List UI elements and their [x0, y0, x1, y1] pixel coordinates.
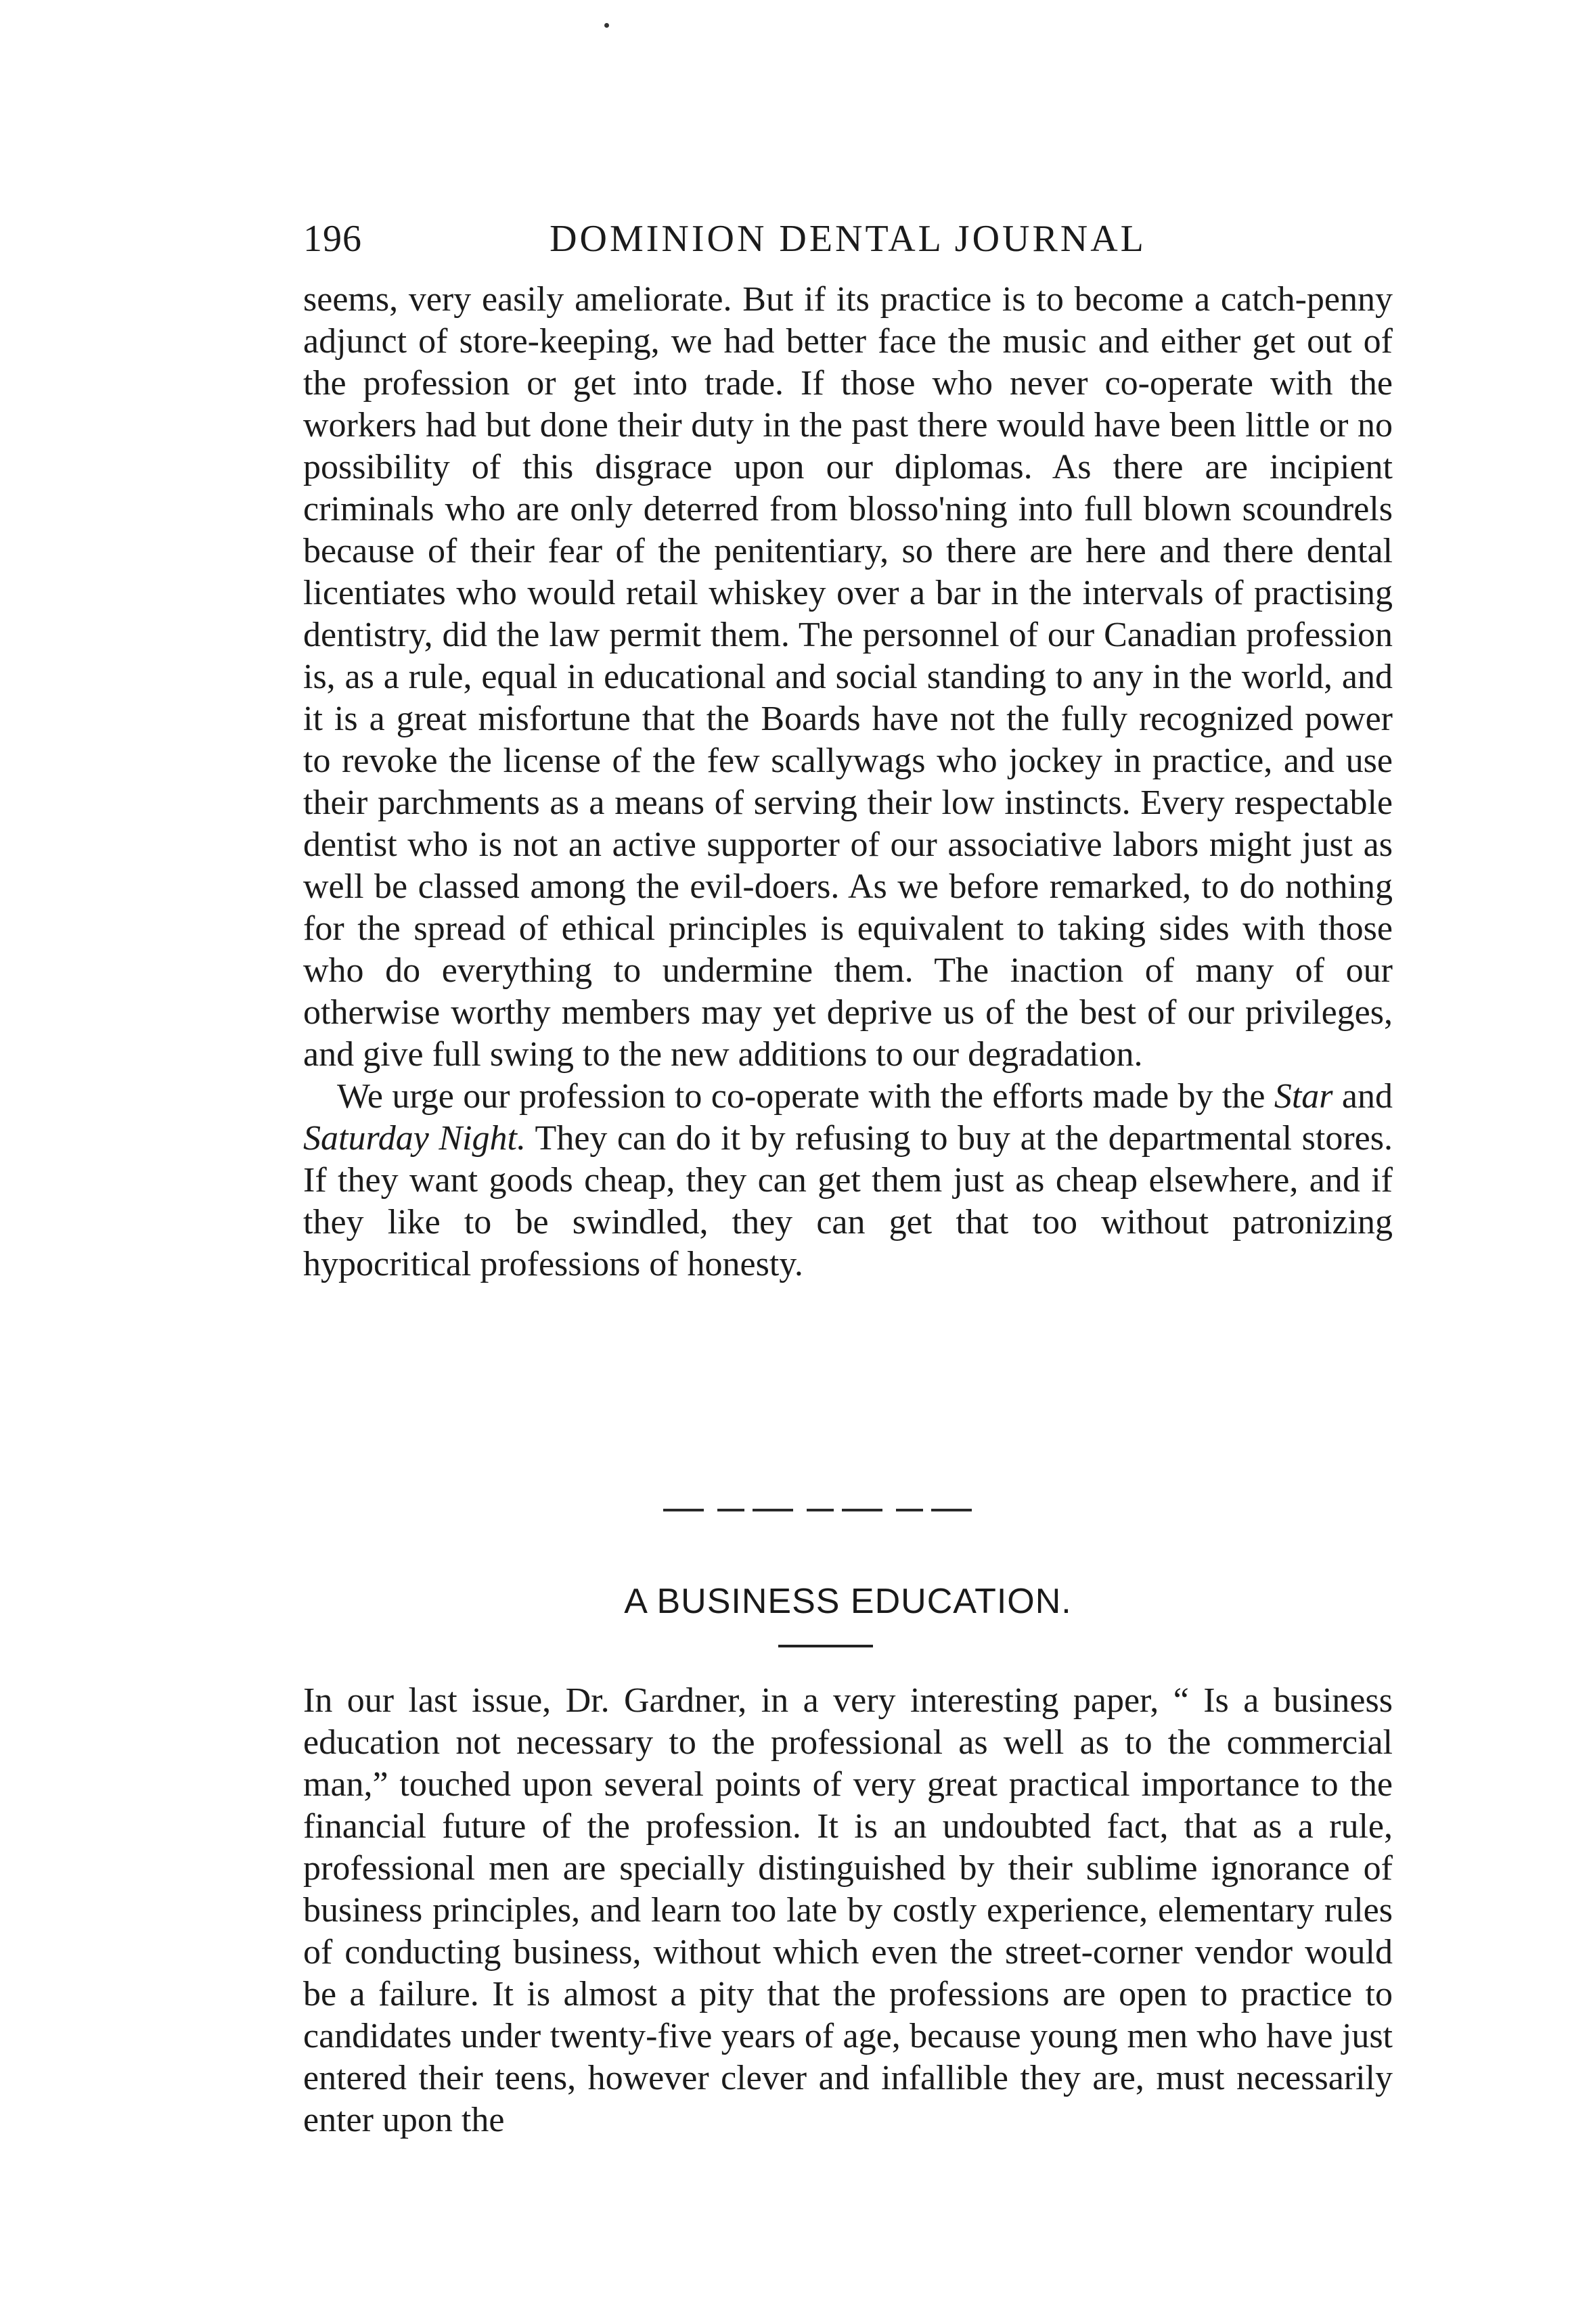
page-header	[303, 215, 1393, 263]
closing-text-start: We urge our profession to co-operate with the efforts made by the	[337, 1077, 1274, 1116]
closing-text-end: They can do it by refusing to buy at the departmental stores. If they want goods cheap, they can get them just as cheap elsewhere, and if they like to be swindled, they can get that too without patronizing hypocritical professions of honesty.	[303, 1119, 1393, 1283]
ink-speck-mark	[604, 23, 609, 28]
section-divider	[663, 1509, 974, 1511]
article-paragraph: seems, very easily ameliorate. But if its practice is to become a catch-penny adjunct of store-keeping, we had better face the music and either get out of the profession or get into trade. If those who never co-operate with the workers had but done their duty in the past there would have been little or no possibility of this disgrace upon our diplomas. As there are incipient criminals who are only deterred from blosso'ning into full blown scoundrels because of their fear of the penitentiary, so there are here and there dental licentiates who would retail whiskey over a bar in the intervals of practising dentistry, did the law permit them. The personnel of our Canadian profession is, as a rule, equal in educational and social standing to any in the world, and it is a great misfortune that the Boards have not the fully recognized power to revoke the license of the few scallywags who jockey in practice, and use their parchments as a means of serving their low instincts. Every respectable dentist who is not an active supporter of our associative labors might just as well be classed among the evil-doers. As we before remarked, to do nothing for the spread of ethical principles is equivalent to taking sides with those who do everything to undermine them. The inaction of many of our otherwise worthy members may yet deprive us of the best of our privileges, and give full swing to the new additions to our degradation.	[303, 280, 1393, 1074]
saturday-night-publication: Saturday Night.	[303, 1119, 526, 1158]
page-number: 196	[303, 218, 362, 260]
article-continued	[303, 279, 1393, 1285]
running-head: DOMINION DENTAL JOURNAL	[550, 218, 1146, 260]
section-title: A BUSINESS EDUCATION.	[624, 1582, 1072, 1621]
closing-text-and: and	[1332, 1077, 1393, 1116]
business-education-article	[303, 1680, 1393, 2141]
closing-paragraph	[303, 1076, 1393, 1285]
business-education-paragraph: In our last issue, Dr. Gardner, in a very interesting paper, “ Is a business education not necessary to the professional as well as to the commercial man,” touched upon several points of very great practical importance to the financial future of the profession. It is an undoubted fact, that as a rule, professional men are specially distinguished by their sublime ignorance of business principles, and learn too late by costly experience, elementary rules of conducting business, without which even the street-corner vendor would be a failure. It is almost a pity that the professions are open to practice to candidates under twenty-five years of age, because young men who have just entered their teens, however clever and infallible they are, must necessarily enter upon the	[303, 1681, 1393, 2139]
title-underline	[778, 1645, 873, 1647]
star-publication: Star	[1274, 1077, 1333, 1116]
